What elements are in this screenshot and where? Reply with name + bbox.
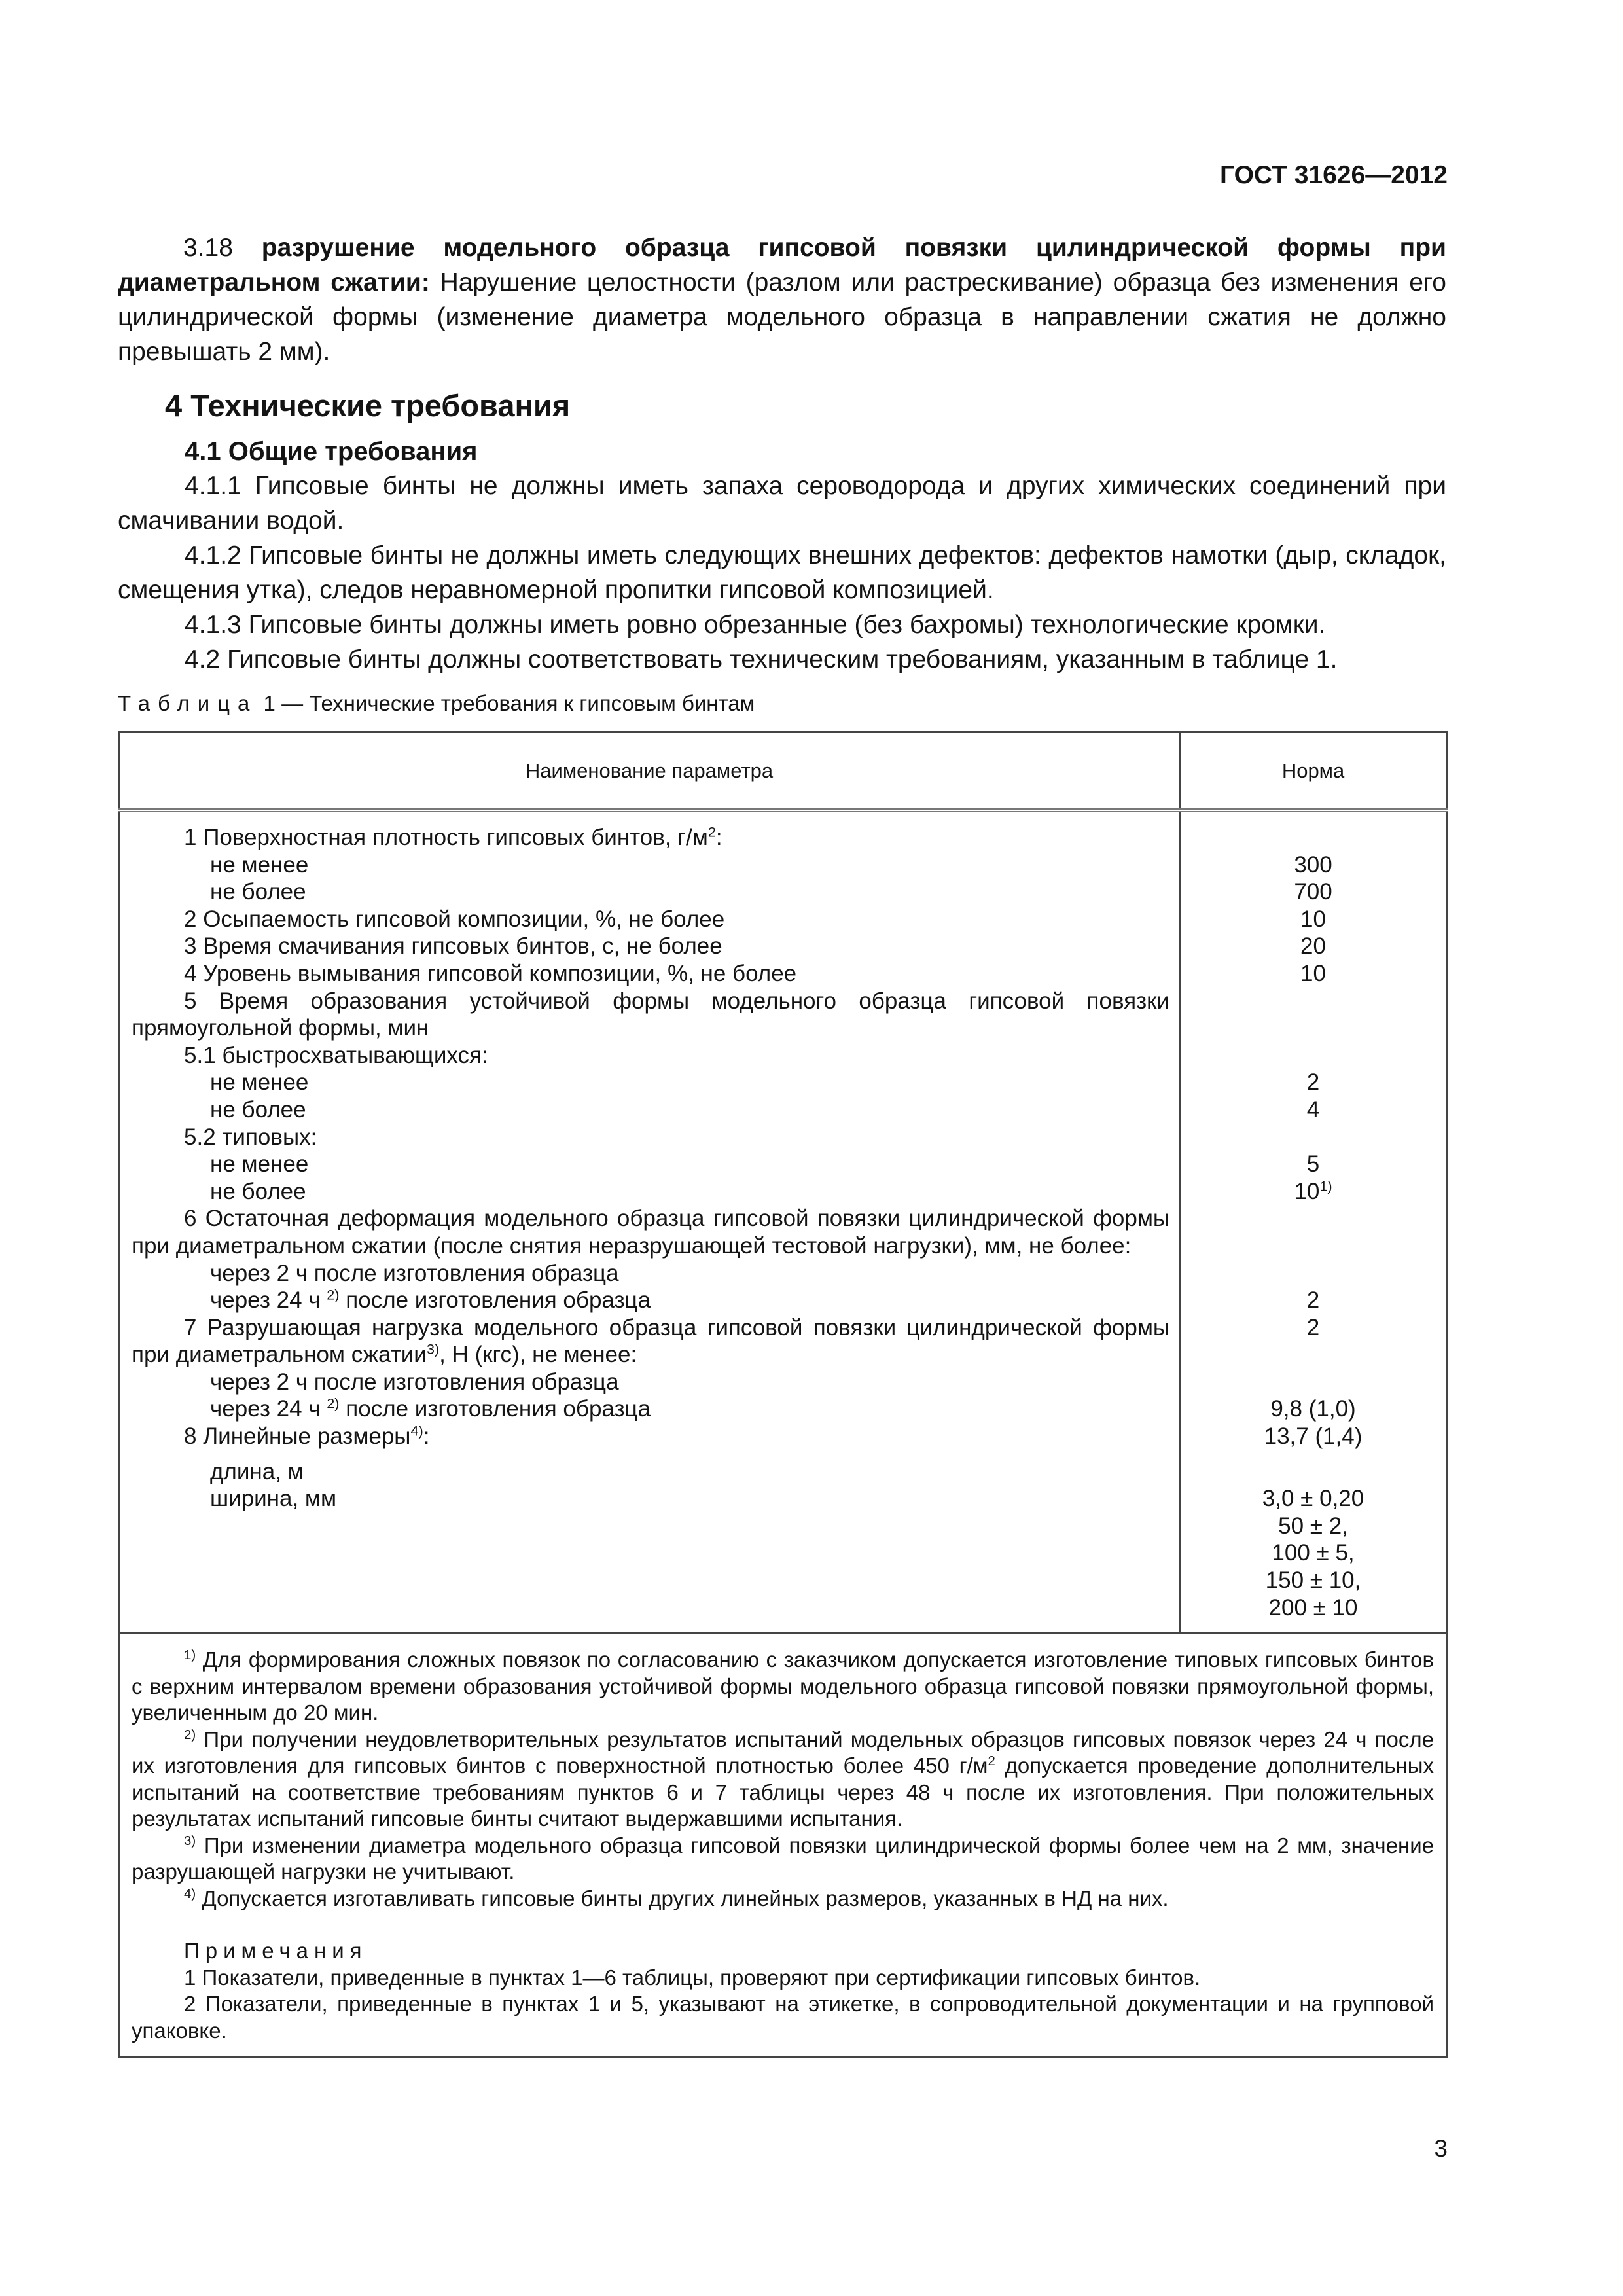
param-7: 7 Разрушающая нагрузка модельного образца гипсовой повязки цилиндрической формы при диаметральном сжатии$^{3)}$, Н (кгс), не менее:	[132, 1314, 1170, 1368]
norm-4: 10	[1300, 960, 1326, 986]
note-1: 1 Показатели, приведенные в пунктах 1—6 таблицы, проверяют при сертификации гипсовых бинтов.	[184, 1965, 1201, 1990]
table-footnotes	[119, 1633, 1447, 2057]
norm-column	[1180, 810, 1447, 1633]
column-header-norm: Норма	[1180, 732, 1447, 811]
table-caption	[118, 691, 755, 716]
requirement-4-1-3: 4.1.3 Гипсовые бинты должны иметь ровно обрезанные (без бахромы) технологические кромки.	[185, 611, 1326, 639]
norm-5-1-min: 2	[1306, 1069, 1320, 1096]
param-5-1-max: не более	[210, 1096, 306, 1122]
norm-2: 10	[1300, 906, 1326, 932]
footnote-1: $^{1)}$ Для формирования сложных повязок по согласованию с заказчиком допускается изготовление типовых гипсовых бинтов с верхним интервалом времени образования устойчивой формы модельного образца гипсовой повязки прямоугольной формы, увеличенным до 20 мин.	[132, 1647, 1434, 1725]
norm-8-width-3: 150 ± 10,	[1265, 1568, 1361, 1594]
table-body-row	[119, 810, 1447, 1633]
param-5-2-max: не более	[210, 1178, 306, 1204]
param-4: 4 Уровень вымывания гипсовой композиции, %, не более	[184, 960, 797, 986]
param-6: 6 Остаточная деформация модельного образца гипсовой повязки цилиндрической формы при диаметральном сжатии (после снятия неразрушающей тестовой нагрузки), мм, не более:	[132, 1206, 1170, 1259]
table-caption-label: Таблица	[118, 691, 258, 715]
param-8-length: длина, м	[210, 1458, 304, 1484]
norm-1-max: 700	[1294, 879, 1332, 905]
param-1-max: не более	[210, 879, 306, 905]
param-7-a: через 2 ч после изготовления образца	[210, 1369, 619, 1395]
param-5: 5 Время образования устойчивой формы модельного образца гипсовой повязки прямоугольной формы, мин	[132, 988, 1170, 1041]
param-8-width: ширина, мм	[210, 1486, 337, 1512]
requirement-4-1-1: 4.1.1 Гипсовые бинты не должны иметь запаха сероводорода и других химических соединений при смачивании водой.	[118, 472, 1446, 535]
clause-number: 3.18	[183, 234, 233, 262]
page-number: 3	[1434, 2135, 1448, 2162]
table-caption-text: 1 — Технические требования к гипсовым бинтам	[257, 691, 755, 715]
norm-6-b: 2	[1306, 1314, 1320, 1340]
param-3: 3 Время смачивания гипсовых бинтов, с, не более	[184, 933, 722, 960]
norm-3: 20	[1300, 933, 1326, 960]
clause-term: разрушение модельного образца гипсовой повязки цилиндрической формы при диаметральном сжатии:	[118, 234, 1446, 296]
section-4-heading: 4 Технические требования	[165, 388, 571, 423]
param-2: 2 Осыпаемость гипсовой композиции, %, не более	[184, 906, 725, 932]
norm-1-min: 300	[1294, 852, 1332, 878]
clause-3-18	[118, 230, 1446, 369]
section-4-1-heading: 4.1 Общие требования	[185, 437, 478, 466]
param-6-b: через 24 ч $^{2)}$ после изготовления образца	[210, 1286, 651, 1314]
param-5-2: 5.2 типовых:	[184, 1124, 317, 1150]
notes-title: Примечания	[184, 1939, 368, 1964]
param-7-b: через 24 ч $^{2)}$ после изготовления образца	[210, 1395, 651, 1422]
note-2: 2 Показатели, приведенные в пунктах 1 и 5, указывают на этикетке, в сопроводительной документации и на групповой упаковке.	[132, 1992, 1434, 2043]
norm-8-width-4: 200 ± 10	[1268, 1594, 1358, 1621]
param-6-a: через 2 ч после изготовления образца	[210, 1260, 619, 1286]
requirement-4-1-2: 4.1.2 Гипсовые бинты не должны иметь следующих внешних дефектов: дефектов намотки (дыр, складок, смещения утка), следов неравномерной пропитки гипсовой композицией.	[118, 541, 1446, 604]
norm-7-b: 13,7 (1,4)	[1264, 1424, 1363, 1450]
param-5-1-min: не менее	[210, 1069, 309, 1096]
footnote-3: $^{3)}$ При изменении диаметра модельного образца гипсовой повязки цилиндрической формы более чем на 2 мм, значение разрушающей нагрузки не учитывают.	[132, 1833, 1434, 1884]
norm-7-a: 9,8 (1,0)	[1270, 1396, 1356, 1422]
norm-8-width-1: 50 ± 2,	[1278, 1513, 1348, 1539]
table-footer-row	[119, 1633, 1447, 2057]
param-5-1: 5.1 быстросхватывающихся:	[184, 1042, 488, 1068]
param-5-2-min: не менее	[210, 1151, 309, 1177]
param-8: 8 Линейные размеры$^{4)}$:	[184, 1422, 430, 1450]
norm-5-2-min: 5	[1306, 1151, 1320, 1177]
norm-8-width-2: 100 ± 5,	[1272, 1540, 1355, 1566]
param-1-min: не менее	[210, 852, 309, 878]
param-1: 1 Поверхностная плотность гипсовых бинтов, $г/м^2$:	[184, 823, 722, 850]
clause-definition: Нарушение целостности (разлом или растрескивание) образца без изменения его цилиндрической формы (изменение диаметра модельного образца в направлении сжатия не должно превышать 2 мм).	[118, 268, 1446, 366]
norm-5-1-max: 4	[1306, 1096, 1320, 1122]
document-id-header: ГОСТ 31626—2012	[1220, 161, 1448, 189]
requirements-list	[118, 469, 1446, 677]
norm-5-2-max: 10$^{1)}$	[1294, 1177, 1332, 1204]
requirements-table	[118, 731, 1448, 2058]
column-header-parameter: Наименование параметра	[119, 732, 1180, 811]
requirement-4-2: 4.2 Гипсовые бинты должны соответствовать техническим требованиям, указанным в таблице 1.	[185, 645, 1338, 673]
norm-8-length: 3,0 ± 0,20	[1262, 1486, 1364, 1512]
footnote-2: $^{2)}$ При получении неудовлетворительных результатов испытаний модельных образцов гипсовых повязок через 24 ч после их изготовления для гипсовых бинтов с поверхностной плотностью более 450 $г/м^2$ допускается проведение дополнительных испытаний на соответствие требованиям пунктов 6 и 7 таблицы через 48 ч после их изготовления. При положительных результатах испытаний гипсовые бинты считают выдержавшими испытания.	[132, 1727, 1434, 1831]
footnote-4: $^{4)}$ Допускается изготавливать гипсовые бинты других линейных размеров, указанных в НД на них.	[184, 1886, 1169, 1910]
norm-6-a: 2	[1306, 1287, 1320, 1314]
parameter-column	[119, 810, 1180, 1633]
